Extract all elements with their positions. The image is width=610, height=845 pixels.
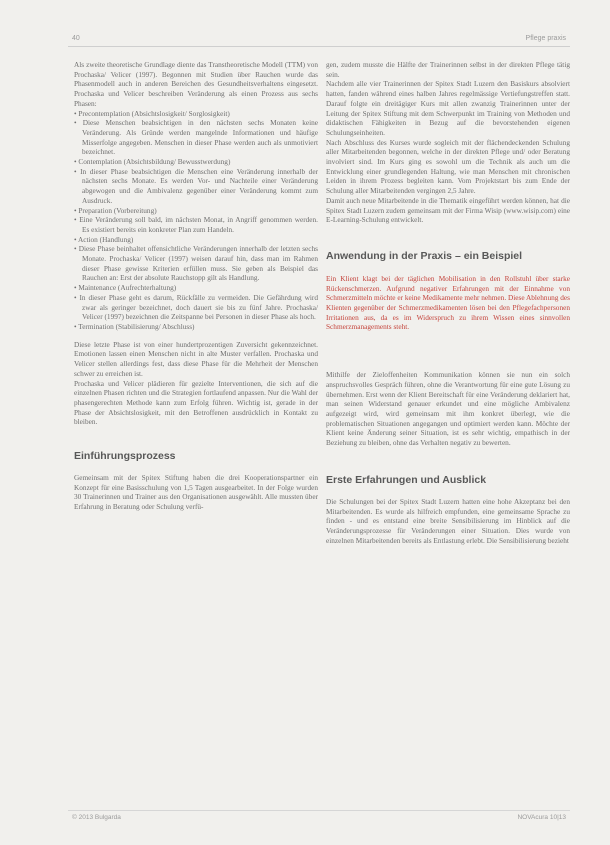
list-item: • Diese Menschen beabsichtigen in den nächsten sechs Monaten keine Veränderung. Als Gründe werden mangelnde Informationen und häufige Misserfolge angegeben. Menschen in dieser Phase werden auch als unmotiviert bezeichnet. xyxy=(74,118,318,157)
footer-rule xyxy=(68,810,570,811)
section-heading: Erste Erfahrungen und Ausblick xyxy=(326,473,487,486)
body-paragraph: gen, zudem musste die Hälfte der Trainerinnen selbst in der direkten Pflege tätig sein. xyxy=(326,60,570,79)
list-item: • Contemplation (Absichtsbildung/ Bewusstwerdung) xyxy=(74,157,231,167)
page-number: 40 xyxy=(72,35,80,42)
list-item: • In dieser Phase geht es darum, Rückfälle zu vermeiden. Die Gefährdung wird zwar als geringer bezeichnet, doch dauert sie bis zu fünf Jahre. Prochaska/ Velicer (1997) bezeichnen die Zeitspanne bei Personen in dieser Phase als hoch. xyxy=(74,292,318,322)
section-title: Pflege praxis xyxy=(525,35,566,42)
right-column xyxy=(326,60,570,545)
body-paragraph: Diese letzte Phase ist von einer hundertprozentigen Zuversicht gekennzeichnet. Emotionen lassen einen Menschen nicht in alte Muster verfallen. Prochaska und Velicer stellen allerdings fest, dass diese Phase für die Mehrheit der Menschen schwer zu erreichen ist. xyxy=(74,339,318,378)
footer-right: NOVAcura 10|13 xyxy=(517,814,566,821)
list-item: • Eine Veränderung soll bald, im nächsten Monat, in Angriff genommen werden. Es existiert bereits ein konkreter Plan zum Handeln. xyxy=(74,215,318,234)
body-paragraph: Prochaska und Velicer plädieren für gezielte Interventionen, die sich auf die einzelnen Phasen richten und die Strategien fortlaufend anpassen. Nur die Wahl der phasengerechten Methode kann zum Erfolg führen. Wichtig ist, gerade in der Phase der Absichtslosigkeit, mit den Betroffenen ausdrücklich in Kontakt zu bleiben. xyxy=(74,378,318,427)
intro-paragraph: Als zweite theoretische Grundlage diente das Transtheoretische Modell (TTM) von Prochaska/ Velicer (1997). Begonnen mit Studien über Rauchen wurde das Phasenmodell auch in anderen Bereichen des Gesundheitsverhaltens eingesetzt. Prochaska und Velicer beschreiben Veränderung als einen Prozess aus sechs Phasen: xyxy=(74,60,318,108)
list-item: • Action (Handlung) xyxy=(74,234,134,244)
body-paragraph: Gemeinsam mit der Spitex Stiftung haben die drei Kooperationspartner ein Konzept für eine Basisschulung von 1,5 Tagen ausgearbeitet. In der Folge wurden 30 Trainerinnen und Trainer aus den Organisationen ausgewählt. Alle mussten über Erfahrung in Beratung oder Schulung verfü- xyxy=(74,473,318,512)
example-paragraph: Ein Klient klagt bei der täglichen Mobilisation in den Rollstuhl über starke Rückenschmerzen. Aufgrund negativer Erfahrungen mit der Einnahme von Schmerzmitteln möchte er keine Medikamente mehr nehmen. Diese Ablehnung des Klienten gegenüber der Schmerzmedikamenten lösen bei den Pflegefachpersonen Irritationen aus, da es im Widerspruch zu ihrem Wissen eines sinnvollen Schmerzmanagements steht. xyxy=(326,273,570,332)
list-item: • Preparation (Vorbereitung) xyxy=(74,205,157,215)
header-rule xyxy=(68,46,570,47)
list-item: • Diese Phase beinhaltet offensichtliche Veränderungen innerhalb der letzten sechs Monate. Prochaska/ Velicer (1997) weisen darauf hin, dass man im Rahmen dieser Phase gewisse Kriterien erfüllen muss. Sie geben als Beispiel das Rauchen an: Erst der absolute Rauchstopp gilt als Handlung. xyxy=(74,244,318,283)
phase-list xyxy=(74,109,318,332)
body-paragraph: Nach Abschluss des Kurses wurde sogleich mit der flächendeckenden Schulung aller Mitarbeitenden begonnen, welche in der direkten Pflege und/ oder Beratung involviert sind. Im Kurs ging es sowohl um die Technik als auch um die Entwicklung einer grundlegenden Haltung, wie man Menschen mit chronischen Leiden in ihrem Prozess begleiten kann. Vom Projektstart bis zum Ende der Schulung aller Mitarbeitenden vergingen 2,5 Jahre. xyxy=(326,137,570,196)
section-heading: Einführungsprozess xyxy=(74,450,176,463)
section-heading: Anwendung in der Praxis – ein Beispiel xyxy=(326,249,523,262)
list-item: • Precontemplation (Absichtslosigkeit/ Sorglosigkeit) xyxy=(74,108,230,118)
list-item: • Maintenance (Aufrechterhaltung) xyxy=(74,283,177,293)
footer-left: © 2013 Bulgarda xyxy=(72,814,121,821)
body-paragraph: Mithilfe der Zieloffenheiten Kommunikation können sie nun ein solch anspruchsvolles Gespräch führen, ohne die Verantwortung für eine gute Lösung zu übernehmen. Erst wenn der Klient Bereitschaft für eine Veränderung deklariert hat, man seinen Widerstand genauer erkundet und eine mögliche Ambivalenz aufgezeigt wird, wird gemeinsam mit ihm konkret überlegt, wie die problematischen Situationen angegangen und optimiert werden kann. Möchte der Klient keine Änderung seiner Situation, ist es sehr wichtig, empathisch in der Beziehung zu bleiben, ohne das Verhalten negativ zu bewerten. xyxy=(326,370,570,448)
list-item: • Termination (Stabilisierung/ Abschluss) xyxy=(74,321,195,331)
list-item: • In dieser Phase beabsichtigen die Menschen eine Veränderung innerhalb der nächsten sechs Monate. Es werden Vor- und Nachteile einer Veränderung abgewogen und die Ambivalenz gegenüber einer Veränderung kommt zum Ausdruck. xyxy=(74,166,318,205)
body-paragraph: Damit auch neue Mitarbeitende in die Thematik eingeführt werden können, hat die Spitex Stadt Luzern zudem gemeinsam mit der Firma Wisip (www.wisip.com) eine E-Learning-Schulung entwickelt. xyxy=(326,195,570,225)
body-paragraph: Nachdem alle vier Trainerinnen der Spitex Stadt Luzern den Basiskurs absolviert hatten, fanden während eines halben Jahres regelmässige Vertiefungstreffen statt. Darauf folgte ein dreitägiger Kurs mit allen zwanzig Trainerinnen unter der Leitung der Spitex Stiftung mit dem Schwerpunkt im Training von Methoden und didaktischen Fähigkeiten in Bezug auf die bevorstehenden eigenen Schulungseinheiten. xyxy=(326,79,570,137)
left-column xyxy=(74,60,318,512)
body-paragraph: Die Schulungen bei der Spitex Stadt Luzern hatten eine hohe Akzeptanz bei den Mitarbeitenden. Es wurde als hilfreich empfunden, eine gemeinsame Sprache zu finden - und es entstand eine breite Sensibilisierung im Hinblick auf die Veränderungsprozesse für Veränderungen einer Situation. Dies wurde von einzelnen Mitarbeitenden bereits als Entlastung erlebt. Die Sensibilisierung bezieht xyxy=(326,496,570,545)
